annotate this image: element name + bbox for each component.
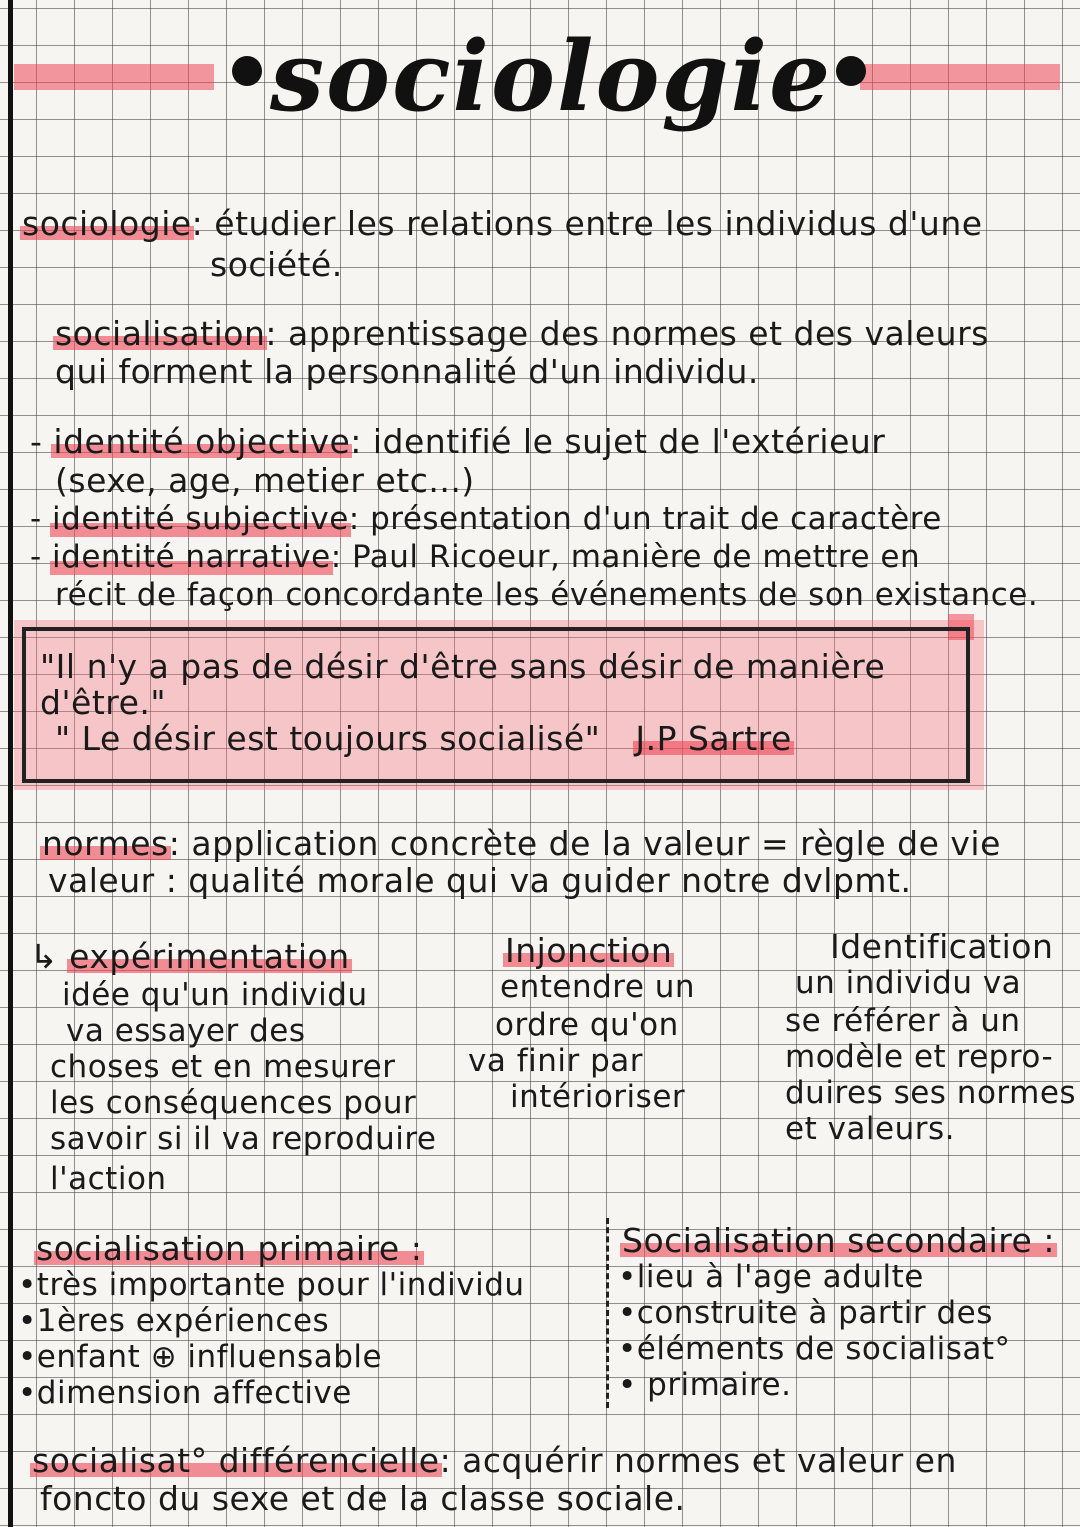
socialisation-def-line-1: : apprentissage des normes et des valeurs — [265, 314, 989, 353]
sociologie-definition — [22, 205, 983, 243]
secondaire-title-text: Socialisation secondaire : — [622, 1221, 1055, 1260]
primaire-item-1: •très importante pour l'individu — [18, 1267, 525, 1303]
primaire-title — [36, 1230, 422, 1268]
primaire-secondaire-divider — [606, 1218, 609, 1408]
quote-author: J.P Sartre — [635, 719, 792, 758]
page-title: sociologie — [270, 20, 833, 133]
identite-subjective: - identité subjective: présentation d'un trait de caractère — [30, 501, 942, 537]
valeur-definition: valeur : qualité morale qui va guider notre dvlpmt. — [48, 861, 912, 900]
quote-line-1: "Il n'y a pas de désir d'être sans désir de manière — [40, 647, 886, 686]
identite-narrative-def: : Paul Ricoeur, manière de mettre en — [330, 539, 921, 575]
identite-subjective-def: : présentation d'un trait de caractère — [348, 501, 942, 537]
secondaire-item-1: •lieu à l'age adulte — [618, 1259, 924, 1295]
socialisation-def-line-2: qui forment la personnalité d'un individu. — [55, 352, 759, 391]
differentielle-definition — [32, 1442, 957, 1480]
identification-line-5: et valeurs. — [785, 1111, 956, 1147]
identite-objective-def-2: (sexe, age, metier etc...) — [55, 461, 475, 500]
identite-narrative-def-2: récit de façon concordante les événements de son existance. — [55, 577, 1039, 613]
experimentation-line-1: idée qu'un individu — [62, 977, 368, 1013]
injonction-title — [505, 932, 672, 970]
title-highlight-left — [14, 64, 214, 90]
injonction-line-1: entendre un — [500, 969, 696, 1005]
margin-line — [8, 0, 13, 1527]
identification-line-4: duires ses normes — [785, 1075, 1077, 1111]
arrow-icon: ↳ — [30, 937, 59, 976]
identite-objective: - identité objective: identifié le sujet de l'extérieur — [30, 422, 886, 461]
secondaire-item-2: •construite à partir des — [618, 1295, 993, 1331]
identite-objective-term: identité objective — [53, 422, 351, 461]
differentielle-def: : acquérir normes et valeur en — [439, 1441, 957, 1480]
identification-line-1: un individu va — [795, 965, 1022, 1001]
quote-text: " Le désir est toujours socialisé" — [55, 719, 601, 758]
primaire-item-2: •1ères expériences — [18, 1303, 330, 1339]
normes-definition — [42, 825, 1001, 863]
identification-line-2: se référer à un — [785, 1003, 1021, 1039]
experimentation-heading — [30, 938, 350, 976]
identification-line-3: modèle et repro- — [785, 1039, 1054, 1075]
experimentation-line-5: savoir si il va reproduire — [50, 1121, 437, 1157]
experimentation-title: expérimentation — [69, 937, 350, 976]
title-bullet-left — [232, 56, 262, 86]
experimentation-line-2: va essayer des — [66, 1013, 306, 1049]
differentielle-line-2: foncto du sexe et de la classe sociale. — [40, 1479, 686, 1518]
primaire-item-4: •dimension affective — [18, 1375, 352, 1411]
experimentation-line-6: l'action — [50, 1161, 167, 1197]
identite-objective-def: : identifié le sujet de l'extérieur — [350, 422, 886, 461]
injonction-line-4: intérioriser — [510, 1079, 686, 1115]
sociologie-def-line-2: société. — [210, 245, 343, 284]
experimentation-line-3: choses et en mesurer — [50, 1049, 396, 1085]
sociologie-def-line-1: : étudier les relations entre les individus d'une — [191, 204, 983, 243]
identite-subjective-term: identité subjective — [52, 501, 349, 537]
secondaire-item-3: •éléments de socialisat° — [618, 1331, 1011, 1367]
injonction-title-text: Injonction — [505, 931, 673, 970]
socialisation-term: socialisation — [55, 314, 266, 353]
primaire-title-text: socialisation primaire : — [36, 1229, 423, 1268]
secondaire-title — [622, 1222, 1055, 1260]
socialisation-definition — [55, 315, 989, 353]
title-highlight-right — [860, 64, 1060, 90]
injonction-line-2: ordre qu'on — [495, 1007, 679, 1043]
normes-def: : application concrète de la valeur = règle de vie — [168, 824, 1001, 863]
identite-narrative: - identité narrative: Paul Ricoeur, manière de mettre en — [30, 539, 921, 575]
sociologie-term: sociologie — [22, 204, 192, 243]
identification-title: Identification — [830, 927, 1054, 966]
primaire-item-3: •enfant ⊕ influensable — [18, 1339, 383, 1375]
injonction-line-3: va finir par — [468, 1043, 644, 1079]
quote-line-3 — [55, 720, 792, 758]
secondaire-item-4: • primaire. — [618, 1367, 792, 1403]
quote-line-2: d'être." — [40, 683, 167, 722]
differentielle-term: socialisat° différencielle — [32, 1441, 440, 1480]
experimentation-line-4: les conséquences pour — [50, 1085, 417, 1121]
normes-term: normes — [42, 824, 169, 863]
identite-narrative-term: identité narrative — [52, 539, 331, 575]
title-bullet-right — [836, 56, 866, 86]
